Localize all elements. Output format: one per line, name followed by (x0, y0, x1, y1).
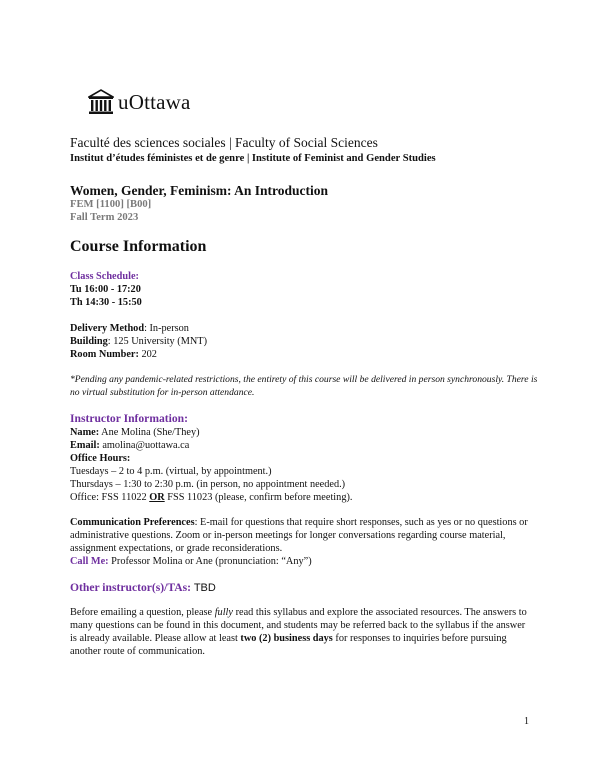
instructor-heading: Instructor Information: (70, 412, 188, 425)
building: Building: 125 University (MNT) (70, 336, 208, 347)
office-hours-tuesday: Tuesdays – 2 to 4 p.m. (virtual, by appointment.) (70, 466, 272, 477)
page-number: 1 (524, 716, 529, 727)
institute-name: Institut d’études féministes et de genre | Institute of Feminist and Gender Studies (70, 153, 436, 164)
instructor-email: Email: amolina@uottawa.ca (70, 440, 190, 451)
university-logo (88, 89, 191, 115)
office-location: Office: FSS 11022 OR FSS 11023 (please, confirm before meeting). (70, 492, 353, 503)
building-icon (88, 89, 114, 115)
office-hours-label: Office Hours: (70, 453, 131, 464)
class-schedule (70, 270, 540, 309)
faculty-name: Faculté des sciences sociales | Faculty of Social Sciences (70, 135, 378, 150)
delivery-method: Delivery Method: In-person (70, 323, 189, 334)
section-title-course-info: Course Information (70, 238, 207, 255)
schedule-heading: Class Schedule: (70, 271, 139, 282)
course-term: Fall Term 2023 (70, 212, 139, 223)
other-tas: Other instructor(s)/TAs: TBD (70, 581, 216, 594)
schedule-thursday: Th 14:30 - 15:50 (70, 297, 142, 308)
communication-preferences (70, 516, 530, 568)
instructor-name: Name: Ane Molina (She/They) (70, 427, 200, 438)
location-info (70, 322, 540, 361)
room-number: Room Number: 202 (70, 349, 157, 360)
schedule-tuesday: Tu 16:00 - 17:20 (70, 284, 141, 295)
course-code: FEM [1100] [B00] (70, 199, 152, 210)
instructor-info (70, 412, 540, 504)
course-title: Women, Gender, Feminism: An Introduction (70, 183, 329, 198)
closing-paragraph: Before emailing a question, please fully read this syllabus and explore the associated resources. The answers to many questions can be found in this document, and students may be referred back to the syllabus if the answer is already available. Please allow at least two (2) business days for responses to inquiries before pursuing another route of communication. (70, 607, 527, 657)
call-me: Call Me: Professor Molina or Ane (pronunciation: “Any”) (70, 556, 312, 567)
communication-text: Communication Preferences: E-mail for questions that require short responses, such as yes or no questions or administrative questions. Zoom or in-person meetings for longer conversations regarding course material, assignment expectations, or grade reconsiderations. (70, 517, 528, 554)
pandemic-note: *Pending any pandemic-related restrictions, the entirety of this course will be delivered in person synchronously. There is no virtual substitution for in-person attendance. (70, 374, 538, 398)
office-hours-thursday: Thursdays – 1:30 to 2:30 p.m. (in person, no appointment needed.) (70, 479, 346, 490)
logo-wordmark: uOttawa (118, 89, 191, 114)
